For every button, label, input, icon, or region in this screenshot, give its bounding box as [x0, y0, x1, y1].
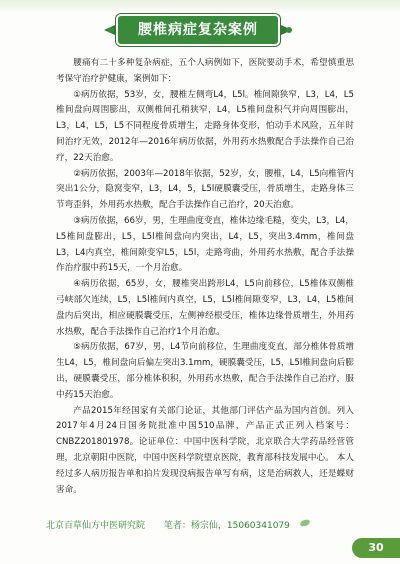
paragraph-intro: 腰痛有二十多种复杂病症，五个人病例如下，医院要动手术，希望慎重思考保守治疗护健康，案例如下： — [56, 58, 354, 84]
paragraph-case-1: ①病历依据，53岁，女，腰椎左侧弯L4，L5l。椎间隙狭窄，L3，L4，L5椎间盘向周围膨出，双侧椎间孔稍狭窄，L4，L5椎间盘积气并向周围膨出，L3，L4，L5，L5不同程度骨质增生，走路身体变形，怕动手术风险，五年时间治疗无效，2012年—2016年病历依据，外用药水热敷配合手法操作自己治疗，22天治愈。 — [56, 89, 354, 163]
top-decoration-band — [0, 0, 400, 14]
banner-left-dot — [108, 27, 114, 33]
page-title: 腰椎病症复杂案例 — [138, 22, 258, 38]
paragraph-case-4: ④病历依据，65岁，女，腰椎突出跨形L4，L5向前移位，L5椎体双侧椎弓峡部欠连续，L5，L5l椎间内真空，L5，L5l椎间隙变窄，L3，L4，L5椎间盘内后突出，相应硬膜囊受压，左侧神经根受压，椎体边缘骨质增生，外用药水热敷，配合手法操作自己治疗1个月治愈。 — [56, 279, 354, 337]
institute-name: 北京百草仙方中医研究院 — [46, 521, 146, 531]
paragraph-case-3: ③病历依据，66岁，男，生理曲度变直，椎体边缘毛糙，变尖，L3，L4，L5椎间盘膨出，L5，L5l椎间盘向内突出，L4，L5，突出3.4mm，椎间盘L3，L4内真空，椎间隙变窄L5，L5l，走路弯曲，外用药水热敷，配合手法操作治疗服中药15天，一个月治愈。 — [56, 215, 354, 274]
paragraph-case-5: ⑤病历依据，67岁，男，L4节向前移位，生理曲度变直，部分椎体骨质增生L4，L5，椎间盘向后偏左突出3.1mm，硬膜囊受压，L5，L5l椎间盘向后膨出，硬膜囊受压，部分椎体积积，外用药水热敷，配合手法操作自己治疗，服中药15天治愈。 — [56, 342, 354, 400]
paragraph-product-note: 产品2015年经国家有关部门论证，其他部门评估产品为国内首创。列入2017年4月24日国务院批准中国510品牌，产品正式正列入档案号：CNBZ201801978。论证单位：中国中医科学院，北京联合大学药品经营管理，北京朝阳中医院，中国中医科学院望京医院，教育部科技发展中心。 本人经过多人病历报告单和拍片发现没病报告单写有病，这是治病救人，还是蝶财害命。 — [56, 405, 354, 495]
article-body — [56, 56, 354, 498]
banner-right-dot — [286, 27, 292, 33]
page-number: 30 — [352, 538, 400, 558]
author-contact: 笔者：杨宗仙，15060341079 — [163, 521, 290, 531]
paragraph-case-2: ②病历依据，2003年—2018年依据，52岁，女，腰椎，L4，L5向椎管内突出1公分，隐窝变窄，L3，L4，5，L5l硬膜囊受压，骨质增生，走路身体三节弯歪斜，外用药水热敷，配合手法操作自己治疗，20天治愈。 — [56, 168, 354, 211]
